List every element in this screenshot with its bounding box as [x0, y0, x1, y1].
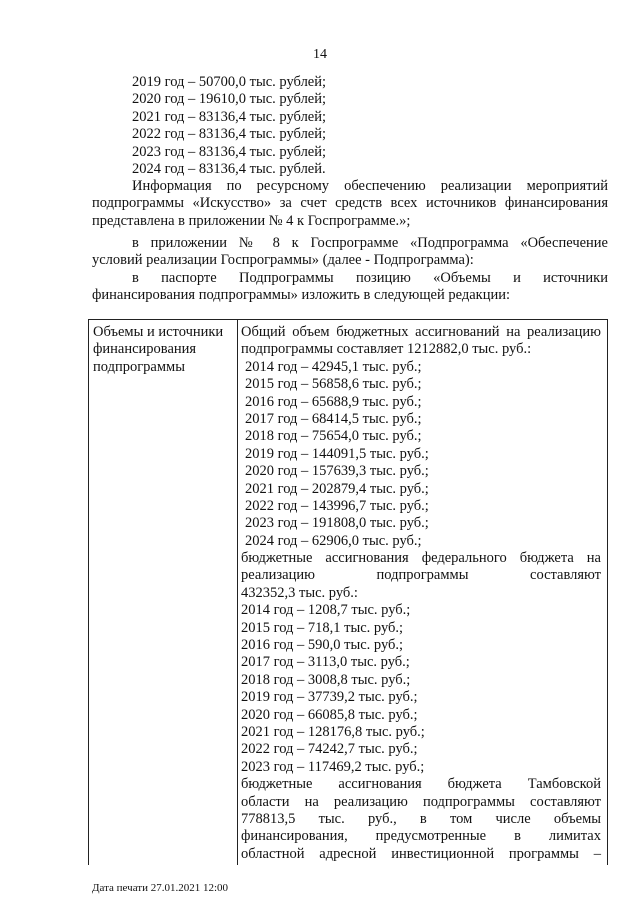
table-left-cell [93, 324, 235, 376]
table-right-cell [241, 324, 601, 863]
table-year-line: 2022 год – 143996,7 тыс. руб.; [245, 497, 429, 514]
funding-line: 2019 год – 50700,0 тыс. рублей; [132, 74, 327, 90]
table-year-line: 2014 год – 1208,7 тыс. руб.; [241, 602, 411, 619]
text-line: Информация по ресурсному обеспечению реализации мероприятий [132, 178, 608, 194]
table-year-line: 2019 год – 144091,5 тыс. руб.; [245, 445, 429, 462]
paragraph-appendix [92, 235, 608, 270]
text-line: подпрограммы «Искусство» за счет средств всех источников финансирования [92, 195, 608, 212]
table-text-line: бюджетные ассигнования бюджета Тамбовской [241, 776, 601, 793]
table-text-line: 778813,5 тыс. руб., в том числе объемы [241, 810, 601, 827]
table-text-line: областной адресной инвестиционной программы – [241, 845, 601, 862]
table-column-divider [237, 320, 238, 865]
table-year-line: 2022 год – 74242,7 тыс. руб.; [241, 741, 418, 758]
table-year-line: 2016 год – 65688,9 тыс. руб.; [245, 393, 422, 410]
table-text-line: реализацию подпрограммы составляют [241, 567, 601, 584]
table-year-line: 2015 год – 718,1 тыс. руб.; [241, 619, 404, 636]
paragraph-resource-info [92, 178, 608, 230]
table-year-line: 2016 год – 590,0 тыс. руб.; [241, 637, 404, 654]
table-text-line: подпрограммы составляет 1212882,0 тыс. руб.: [241, 341, 532, 358]
table-year-line: 2021 год – 128176,8 тыс. руб.; [241, 723, 425, 740]
table-label-line: Объемы и источники [93, 324, 224, 340]
funding-line: 2023 год – 83136,4 тыс. рублей; [132, 143, 327, 160]
text-line: условий реализации Госпрограммы» (далее - Подпрограмма): [92, 252, 474, 269]
funding-list [92, 74, 608, 178]
table-year-line: 2018 год – 3008,8 тыс. руб.; [241, 671, 411, 688]
table-year-line: 2023 год – 191808,0 тыс. руб.; [245, 515, 429, 532]
text-line: финансирования подпрограммы» изложить в следующей редакции: [92, 287, 511, 304]
table-text-line: области на реализацию подпрограммы составляют [241, 793, 601, 810]
text-line: в паспорте Подпрограммы позицию «Объемы и источники [132, 270, 608, 286]
table-text-line: бюджетные ассигнования федерального бюджета на [241, 550, 601, 567]
table-text-line: Общий объем бюджетных ассигнований на реализацию [241, 324, 601, 340]
table-year-line: 2015 год – 56858,6 тыс. руб.; [245, 376, 422, 393]
funding-line: 2022 год – 83136,4 тыс. рублей; [132, 126, 327, 143]
funding-line: 2024 год – 83136,4 тыс. рублей. [132, 160, 326, 177]
table-text-line: 432352,3 тыс. руб.: [241, 584, 358, 601]
table-year-line: 2023 год – 117469,2 тыс. руб.; [241, 758, 425, 775]
funding-line: 2021 год – 83136,4 тыс. рублей; [132, 108, 327, 125]
table-year-line: 2024 год – 62906,0 тыс. руб.; [245, 532, 422, 549]
table-year-line: 2020 год – 66085,8 тыс. руб.; [241, 706, 418, 723]
table-year-line: 2020 год – 157639,3 тыс. руб.; [245, 463, 429, 480]
text-line: в приложении № 8 к Госпрограмме «Подпрограмма «Обеспечение [132, 235, 608, 251]
table-year-line: 2019 год – 37739,2 тыс. руб.; [241, 689, 418, 706]
paragraph-passport [92, 270, 608, 305]
table-year-line: 2018 год – 75654,0 тыс. руб.; [245, 428, 422, 445]
table-year-line: 2017 год – 68414,5 тыс. руб.; [245, 410, 422, 427]
funding-line: 2020 год – 19610,0 тыс. рублей; [132, 91, 327, 108]
table-label-line: финансирования [93, 341, 197, 358]
table-year-line: 2017 год – 3113,0 тыс. руб.; [241, 654, 410, 671]
table-text-line: финансирования, предусмотренные в лимитах [241, 828, 601, 845]
table-label-line: подпрограммы [93, 358, 185, 375]
page-number: 14 [313, 47, 327, 62]
passport-table [88, 319, 608, 865]
text-line: представлена в приложении № 4 к Госпрограмме.»; [92, 212, 411, 229]
print-date: Дата печати 27.01.2021 12:00 [92, 882, 229, 894]
table-year-line: 2021 год – 202879,4 тыс. руб.; [245, 480, 429, 497]
table-year-line: 2014 год – 42945,1 тыс. руб.; [245, 358, 422, 375]
